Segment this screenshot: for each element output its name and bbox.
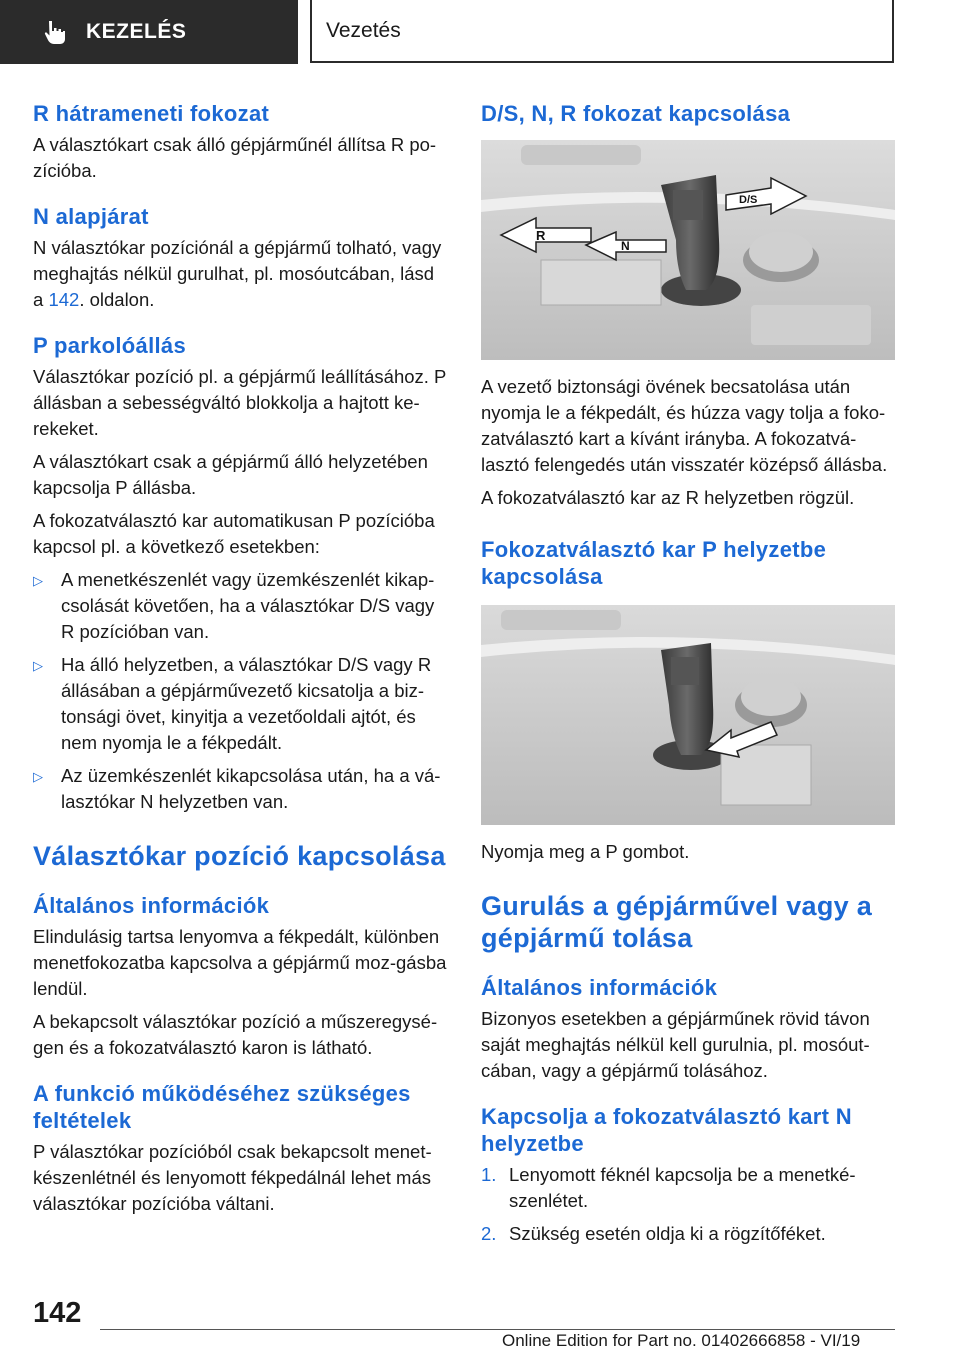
heading-neutral: N alapjárat: [33, 204, 149, 229]
heading-p-position: Fokozatválasztó kar P helyzetbe kapcsolása: [481, 537, 827, 589]
paragraph-neutral: [33, 235, 447, 313]
list-item: [33, 567, 447, 645]
paragraph-dsnr-1: A vezető biztonsági övének becsatolása után nyomja le a fékpedált, és húzza vagy tolja a foko-zatválasztó kart a kívánt irányba. A fokozatvá-lasztó felengedés után visszatér középső állásba.: [481, 376, 888, 475]
paragraph-p-position: Nyomja meg a P gombot.: [481, 841, 690, 862]
paragraph-neutral-end: . oldalon.: [79, 289, 155, 310]
header-bar: [0, 0, 960, 66]
chapter-tab[interactable]: [310, 0, 894, 63]
paragraph-general-1: Elindulásig tartsa lenyomva a fékpedált, különben menetfokozatba kapcsolva a gépjármű moz-gásba lendül.: [33, 926, 447, 999]
list-item-text: Szükség esetén oldja ki a rögzítőféket.: [509, 1223, 826, 1244]
step-number: 1.: [481, 1164, 497, 1185]
paragraph-reverse: A választókart csak álló gépjárműnél állítsa R po-zícióba.: [33, 134, 437, 181]
section-label: KEZELÉS: [86, 20, 187, 43]
heading-general-right: Általános információk: [481, 975, 718, 1000]
paragraph-park-1: Választókar pozíció pl. a gépjármű leállításához. P állásban a sebességváltó blokkolja a hajtott ke-rekeket.: [33, 366, 447, 439]
figure-label-ds: D/S: [739, 194, 758, 206]
footer-divider: [100, 1329, 895, 1330]
heading-general: Általános információk: [33, 893, 270, 918]
page-number: 142: [33, 1297, 82, 1329]
heading-park: P parkolóállás: [33, 333, 186, 358]
heading-conditions: A funkció működéséhez szükséges feltételek: [33, 1081, 411, 1133]
gear-selector-figure: [481, 140, 895, 360]
page-link-142[interactable]: 142: [48, 289, 80, 310]
figure-label-r: R: [536, 228, 546, 243]
step-number: 2.: [481, 1223, 497, 1244]
list-item: [33, 652, 447, 756]
bullet-triangle-icon: ▷: [33, 769, 43, 784]
list-item: [33, 763, 447, 815]
heading-reverse: R hátrameneti fokozat: [33, 101, 270, 126]
left-column: [33, 100, 447, 1224]
figure-label-n: N: [621, 239, 630, 253]
heading-dsnr: D/S, N, R fokozat kapcsolása: [481, 101, 791, 126]
paragraph-general-2: A bekapcsolt választókar pozíció a műszeregysé-gen és a fokozatválasztó karon is látható.: [33, 1011, 438, 1058]
section-tab[interactable]: [0, 0, 298, 64]
heading-rolling: Gurulás a gépjárművel vagy a gépjármű tolása: [481, 891, 873, 953]
paragraph-general-right: Bizonyos esetekben a gépjárműnek rövid távon saját meghajtás nélkül kell gurulnia, pl. mosóut-cában, vagy a gépjármű tolásához.: [481, 1008, 870, 1081]
paragraph-dsnr-2: A fokozatválasztó kar az R helyzetben rögzül.: [481, 487, 855, 508]
bullet-triangle-icon: ▷: [33, 573, 43, 588]
right-column: [481, 100, 895, 1254]
edition-text: Online Edition for Part no. 01402666858 - VI/19: [502, 1331, 861, 1350]
heading-switch: Választókar pozíció kapcsolása: [33, 841, 446, 871]
paragraph-conditions: P választókar pozícióból csak bekapcsolt menet-készenlétnél és lenyomott fékpedálnál lehet más választókar pozícióba váltani.: [33, 1141, 432, 1214]
chapter-label: Vezetés: [326, 18, 401, 42]
paragraph-neutral-text: N választókar pozíciónál a gépjármű tolható, vagy meghajtás nélkül gurulhat, pl. mosóutcában, lásd a: [33, 237, 442, 310]
paragraph-park-3: A fokozatválasztó kar automatikusan P pozícióba kapcsol pl. a következő esetekben:: [33, 510, 435, 557]
list-item-text: Az üzemkészenlét kikapcsolása után, ha a vá-lasztókar N helyzetben van.: [61, 765, 441, 812]
list-item-text: A menetkészenlét vagy üzemkészenlét kikap-csolását követően, ha a választókar D/S vagy R pozícióban van.: [61, 569, 435, 642]
list-item: [481, 1221, 895, 1247]
list-item-text: Lenyomott féknél kapcsolja be a menetké-szenlétet.: [509, 1164, 856, 1211]
bullet-triangle-icon: ▷: [33, 658, 43, 673]
list-item: [481, 1162, 895, 1214]
heading-neutral-switch: Kapcsolja a fokozatválasztó kart N helyzetbe: [481, 1104, 852, 1156]
park-button-figure: [481, 605, 895, 825]
hand-pointer-icon: [40, 19, 66, 45]
list-item-text: Ha álló helyzetben, a választókar D/S vagy R állásában a gépjárművezető kicsatolja a biz-tonsági övet, kinyitja a vezetőoldali ajtót, és nem nyomja le a fékpedált.: [61, 654, 432, 753]
paragraph-park-2: A választókart csak a gépjármű álló helyzetében kapcsolja P állásba.: [33, 451, 428, 498]
